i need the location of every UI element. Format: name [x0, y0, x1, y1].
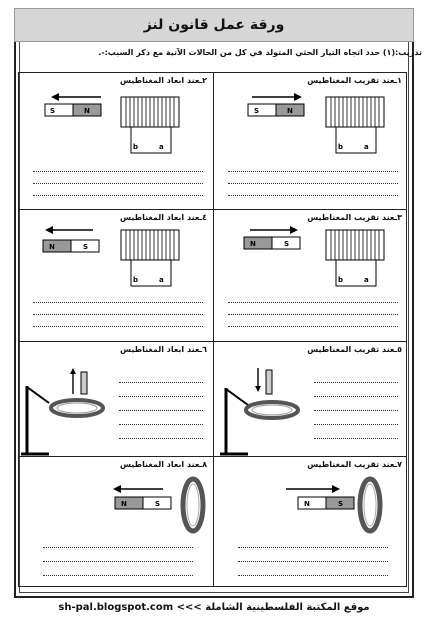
question-text: تدريب:(١) حدد اتجاه التيار الحثي المتولد في كل من الحالات الآتية مع ذكر السبب:-.	[98, 48, 422, 57]
case-1-label: ١ـعند تقريب المغناطيس	[307, 76, 402, 85]
svg-text:b: b	[133, 143, 139, 151]
case-7-label: ٧ـعند تقريب المغناطيس	[307, 460, 402, 469]
case-2-diagram	[19, 73, 213, 209]
motion-arrow-icon	[290, 226, 298, 234]
case-1	[214, 73, 408, 209]
svg-text:S: S	[155, 500, 161, 508]
svg-text:S: S	[50, 107, 56, 115]
svg-text:N: N	[287, 107, 293, 115]
case-7	[214, 457, 408, 588]
case-2-label: ٢ـعند ابعاد المغناطيس	[120, 76, 207, 85]
case-5	[214, 342, 408, 456]
svg-text:a: a	[364, 143, 369, 151]
svg-text:N: N	[304, 500, 310, 508]
case-4-diagram	[19, 210, 213, 341]
case-5-label: ٥ـعند تقريب المغناطيس	[307, 345, 402, 354]
svg-text:S: S	[83, 243, 89, 251]
ring-icon	[360, 479, 380, 531]
svg-text:S: S	[254, 107, 260, 115]
case-6	[19, 342, 213, 456]
case-6-label: ٦ـعند ابعاد المغناطيس	[120, 345, 207, 354]
cases-grid	[18, 72, 407, 587]
coil-icon	[121, 230, 179, 286]
coil-icon	[326, 230, 384, 286]
case-1-diagram	[214, 73, 408, 209]
case-8	[19, 457, 213, 588]
case-3-label: ٣ـعند تقريب المغناطيس	[307, 213, 402, 222]
svg-text:b: b	[133, 276, 139, 284]
motion-arrow-icon	[255, 386, 261, 392]
case-4	[19, 210, 213, 341]
svg-text:a: a	[159, 276, 164, 284]
case-4-label: ٤ـعند ابعاد المغناطيس	[120, 213, 207, 222]
motion-arrow-icon	[294, 93, 302, 101]
svg-text:N: N	[250, 240, 256, 248]
coil-icon	[326, 97, 384, 153]
svg-text:N: N	[84, 107, 90, 115]
ring-icon	[183, 479, 203, 531]
svg-text:a: a	[364, 276, 369, 284]
motion-arrow-icon	[51, 93, 59, 101]
ring-icon	[51, 400, 103, 416]
svg-text:b: b	[338, 143, 344, 151]
coil-icon	[121, 97, 179, 153]
footer-source: sh-pal.blogspot.com <<< موقع المكتبة الفلسطينية الشاملة	[58, 602, 370, 613]
motion-arrow-icon	[70, 368, 76, 374]
ring-icon	[246, 402, 298, 418]
page-title: ورقة عمل قانون لنز	[14, 8, 414, 42]
motion-arrow-icon	[45, 226, 53, 234]
svg-text:N: N	[49, 243, 55, 251]
case-7-diagram	[214, 457, 408, 588]
case-8-label: ٨ـعند ابعاد المغناطيس	[120, 460, 207, 469]
stand-icon	[21, 386, 49, 454]
case-8-diagram	[19, 457, 213, 588]
stand-icon	[220, 388, 248, 454]
svg-text:b: b	[338, 276, 344, 284]
svg-text:S: S	[284, 240, 290, 248]
case-2	[19, 73, 213, 209]
svg-text:S: S	[338, 500, 344, 508]
svg-text:a: a	[159, 143, 164, 151]
motion-arrow-icon	[332, 485, 340, 493]
case-3	[214, 210, 408, 341]
svg-text:N: N	[121, 500, 127, 508]
motion-arrow-icon	[113, 485, 121, 493]
case-3-diagram	[214, 210, 408, 341]
